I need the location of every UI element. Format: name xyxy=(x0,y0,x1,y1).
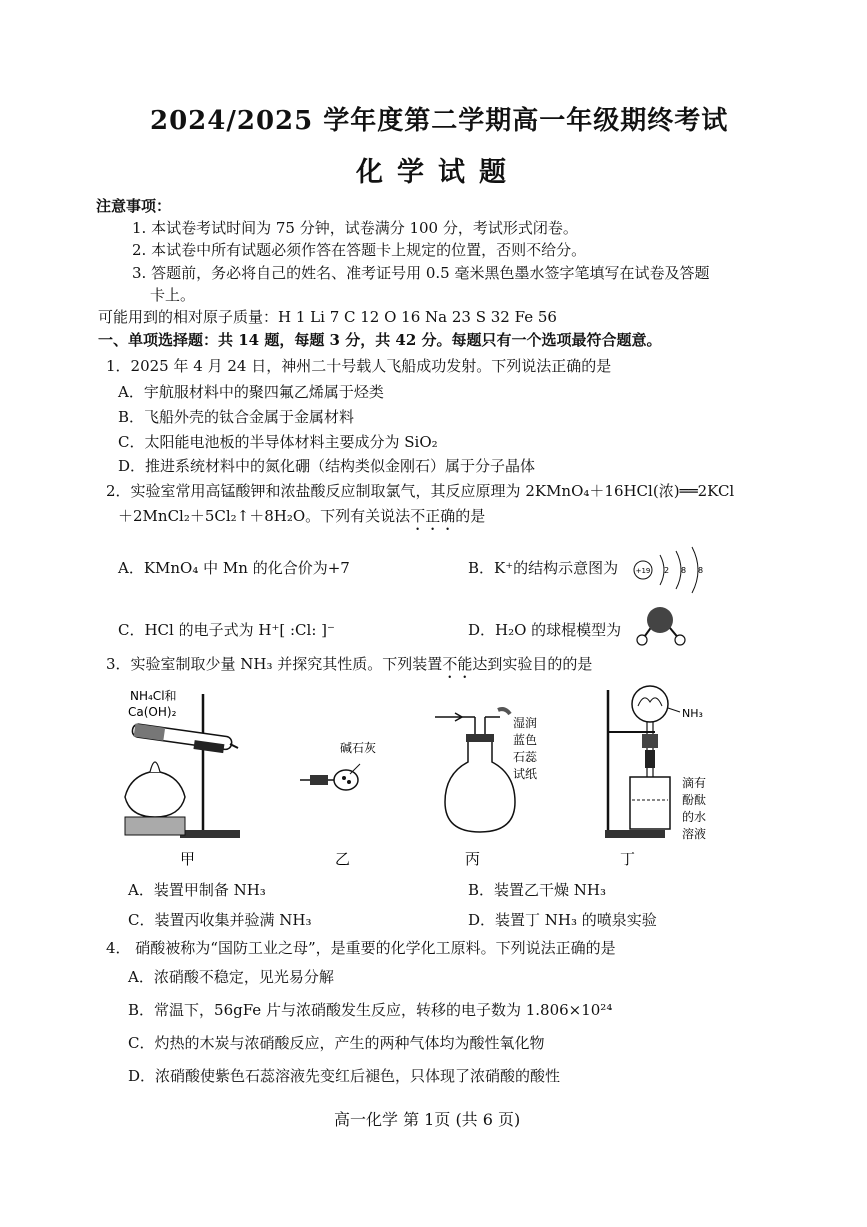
ding-gas-label: NH₃ xyxy=(682,707,703,720)
q2-stem-line1: 2．实验室常用高锰酸钾和浓盐酸反应制取氯气，其反应原理为 2KMnO₄＋16HCl(浓)══2KCl xyxy=(106,482,735,500)
notice-item-2: 2. 本试卷中所有试题必须作答在答题卡上规定的位置，否则不给分。 xyxy=(132,241,587,259)
k-shell-3: 8 xyxy=(698,566,704,575)
apparatus-bing xyxy=(435,709,538,832)
water-ball-stick-model-icon xyxy=(630,604,700,648)
q3-option-a: A．装置甲制备 NH₃ xyxy=(128,881,266,899)
apparatus-jia xyxy=(125,689,240,838)
q3-option-d: D．装置丁 NH₃ 的喷泉实验 xyxy=(468,911,657,929)
jia-reagent-label-2: Ca(OH)₂ xyxy=(128,705,177,719)
apparatus-figure xyxy=(110,682,730,870)
jia-reagent-label-1: NH₄Cl和 xyxy=(130,689,177,703)
q2-option-c: C．HCl 的电子式为 H⁺[ :Cl: ]⁻ xyxy=(118,621,335,639)
k-nucleus-label: +19 xyxy=(635,567,651,575)
q2-option-d: D．H₂O 的球棍模型为 xyxy=(468,621,622,639)
bing-paper-line-1: 湿润 xyxy=(513,716,538,730)
q1-option-d: D．推进系统材料中的氮化硼（结构类似金刚石）属于分子晶体 xyxy=(118,457,536,475)
ding-solution-line-4: 溶液 xyxy=(682,827,707,841)
bing-paper-line-2: 蓝色 xyxy=(513,733,538,747)
page-footer: 高一化学 第 1页 (共 6 页) xyxy=(334,1110,521,1129)
q3-option-c: C．装置丙收集并验满 NH₃ xyxy=(128,911,312,929)
apparatus-yi xyxy=(300,740,376,790)
q3-emphasis: 不能 xyxy=(442,655,473,673)
q4-option-b: B．常温下，56gFe 片与浓硝酸发生反应，转移的电子数为 1.806×10²⁴ xyxy=(128,1001,613,1019)
ding-solution-line-3: 的水 xyxy=(682,810,707,824)
k-shell-1: 2 xyxy=(664,566,670,575)
ding-solution-line-1: 滴有 xyxy=(682,776,707,790)
notice-heading: 注意事项： xyxy=(96,197,172,215)
q1-option-c: C．太阳能电池板的半导体材料主要成分为 SiO₂ xyxy=(118,433,438,451)
yi-reagent-label: 碱石灰 xyxy=(340,741,377,755)
q3-stem-part3: 达到实验目的的是 xyxy=(472,655,593,673)
fig-label-jia: 甲 xyxy=(180,850,196,868)
fig-label-bing: 丙 xyxy=(465,850,481,868)
q2-option-a: A．KMnO₄ 中 Mn 的化合价为+7 xyxy=(118,559,350,577)
q3-stem xyxy=(106,654,592,682)
q4-stem: 4． 硝酸被称为“国防工业之母”，是重要的化学化工原料。下列说法正确的是 xyxy=(106,939,616,957)
notice-item-3: 3. 答题前，务必将自己的姓名、准考证号用 0.5 毫米黑色墨水签字笔填写在试卷及答题 xyxy=(132,264,710,282)
atomic-masses: 可能用到的相对原子质量：H 1 Li 7 C 12 O 16 Na 23 S 32 Fe 56 xyxy=(98,308,557,326)
notice-item-1: 1. 本试卷考试时间为 75 分钟，试卷满分 100 分，考试形式闭卷。 xyxy=(132,219,578,237)
k-ion-structure-diagram xyxy=(630,545,710,595)
bing-paper-line-3: 石蕊 xyxy=(513,750,538,764)
exam-subtitle: 化学试题 xyxy=(356,157,520,188)
q3-stem-part1: 3．实验室制取少量 NH₃ 并探究其性质。下列装置 xyxy=(106,655,443,673)
apparatus-ding xyxy=(605,686,706,841)
q1-stem: 1．2025 年 4 月 24 日，神州二十号载人飞船成功发射。下列说法正确的是 xyxy=(106,357,612,375)
q1-option-a: A．宇航服材料中的聚四氟乙烯属于烃类 xyxy=(118,383,384,401)
q4-option-c: C．灼热的木炭与浓硝酸反应，产生的两种气体均为酸性氧化物 xyxy=(128,1034,545,1052)
q2-option-b: B．K⁺的结构示意图为 xyxy=(468,559,619,577)
section-heading: 一、单项选择题：共 14 题，每题 3 分，共 42 分。每题只有一个选项最符合题意。 xyxy=(98,331,662,349)
q2-stem-part1: ＋2MnCl₂＋5Cl₂↑＋8H₂O。下列有关说法 xyxy=(118,507,411,525)
q4-option-a: A．浓硝酸不稳定，见光易分解 xyxy=(128,968,334,986)
notice-item-3-cont: 卡上。 xyxy=(150,286,196,304)
fig-label-ding: 丁 xyxy=(620,850,636,868)
q2-stem-line2 xyxy=(118,506,485,534)
ding-solution-line-2: 酚酞 xyxy=(682,793,707,807)
q4-option-d: D．浓硝酸使紫色石蕊溶液先变红后褪色，只体现了浓硝酸的酸性 xyxy=(128,1067,561,1085)
bing-paper-line-4: 试纸 xyxy=(513,767,538,781)
q2-emphasis: 不正确 xyxy=(410,507,456,525)
q2-stem-part3: 的是 xyxy=(455,507,486,525)
exam-title: 2024/2025 学年度第二学期高一年级期终考试 xyxy=(150,106,729,136)
k-shell-2: 8 xyxy=(681,566,687,575)
q1-option-b: B．飞船外壳的钛合金属于金属材料 xyxy=(118,408,355,426)
q3-option-b: B．装置乙干燥 NH₃ xyxy=(468,881,607,899)
fig-label-yi: 乙 xyxy=(335,850,351,868)
